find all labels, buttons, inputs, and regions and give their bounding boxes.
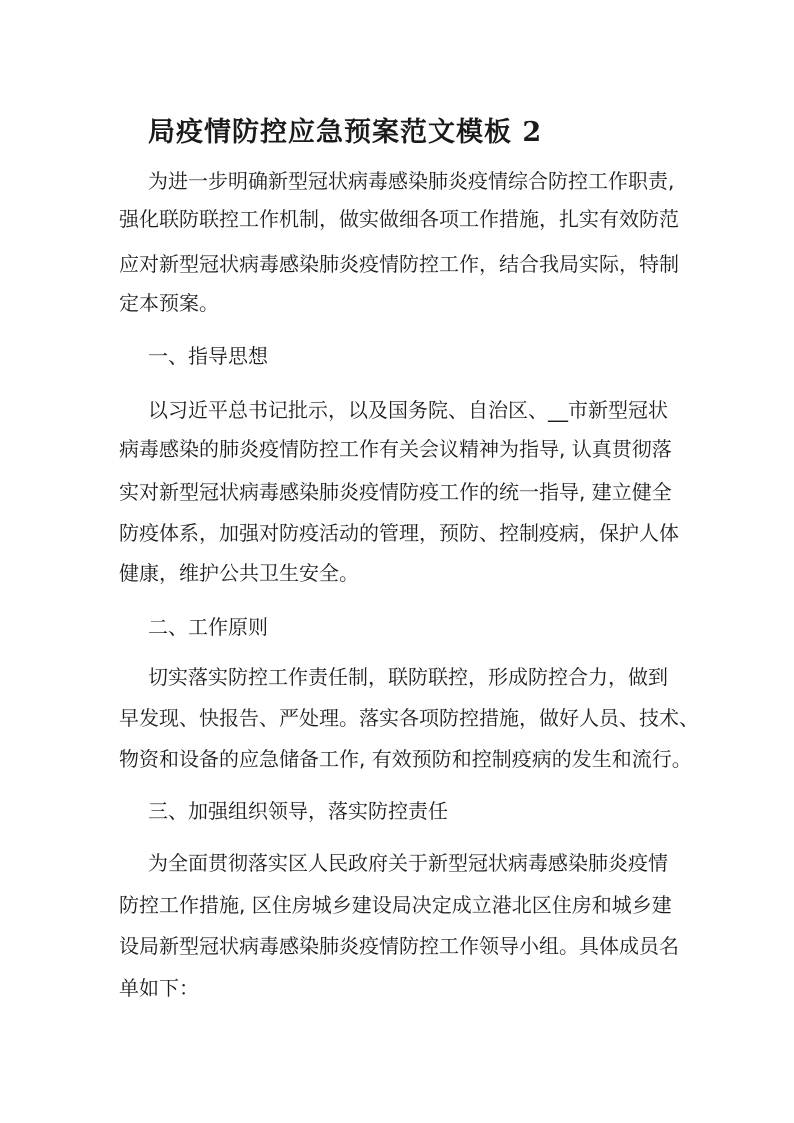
intro-line-4: 定本预案。	[119, 291, 219, 315]
section-2-line-2: 早发现、快报告、严处理。落实各项防控措施，做好人员、技术、	[119, 706, 699, 730]
section-1-line-1: 以习近平总书记批示，以及国务院、自治区、__市新型冠状	[148, 398, 668, 422]
section-1-line-4: 防疫体系，加强对防疫活动的管理，预防、控制疫病，保护人体	[119, 521, 679, 545]
section-3-heading: 三、加强组织领导，落实防控责任	[148, 799, 448, 823]
section-1-line-3: 实对新型冠状病毒感染肺炎疫情防疫工作的统一指导, 建立健全	[119, 480, 672, 504]
intro-line-1: 为进一步明确新型冠状病毒感染肺炎疫情综合防控工作职责,	[148, 169, 675, 193]
section-2-line-1: 切实落实防控工作责任制，联防联控，形成防控合力，做到	[148, 665, 668, 689]
document-title: 局疫情防控应急预案范文模板 2	[148, 117, 543, 148]
section-1-line-2: 病毒感染的肺炎疫情防控工作有关会议精神为指导, 认真贯彻落	[119, 437, 672, 461]
section-3-line-2: 防控工作措施, 区住房城乡建设局决定成立港北区住房和城乡建	[119, 893, 672, 917]
intro-line-3: 应对新型冠状病毒感染肺炎疫情防控工作，结合我局实际，特制	[119, 252, 679, 276]
section-3-line-1: 为全面贯彻落实区人民政府关于新型冠状病毒感染肺炎疫情	[148, 851, 668, 875]
section-3-line-3: 设局新型冠状病毒感染肺炎疫情防控工作领导小组。具体成员名	[119, 934, 679, 958]
section-1-heading: 一、指导思想	[148, 344, 268, 368]
section-2-line-3: 物资和设备的应急储备工作, 有效预防和控制疫病的发生和流行。	[119, 747, 692, 771]
section-2-heading: 二、工作原则	[148, 615, 268, 639]
section-3-line-4: 单如下：	[119, 976, 199, 1000]
section-1-line-5: 健康，维护公共卫生安全。	[119, 561, 359, 585]
intro-line-2: 强化联防联控工作机制，做实做细各项工作措施，扎实有效防范	[119, 207, 679, 231]
